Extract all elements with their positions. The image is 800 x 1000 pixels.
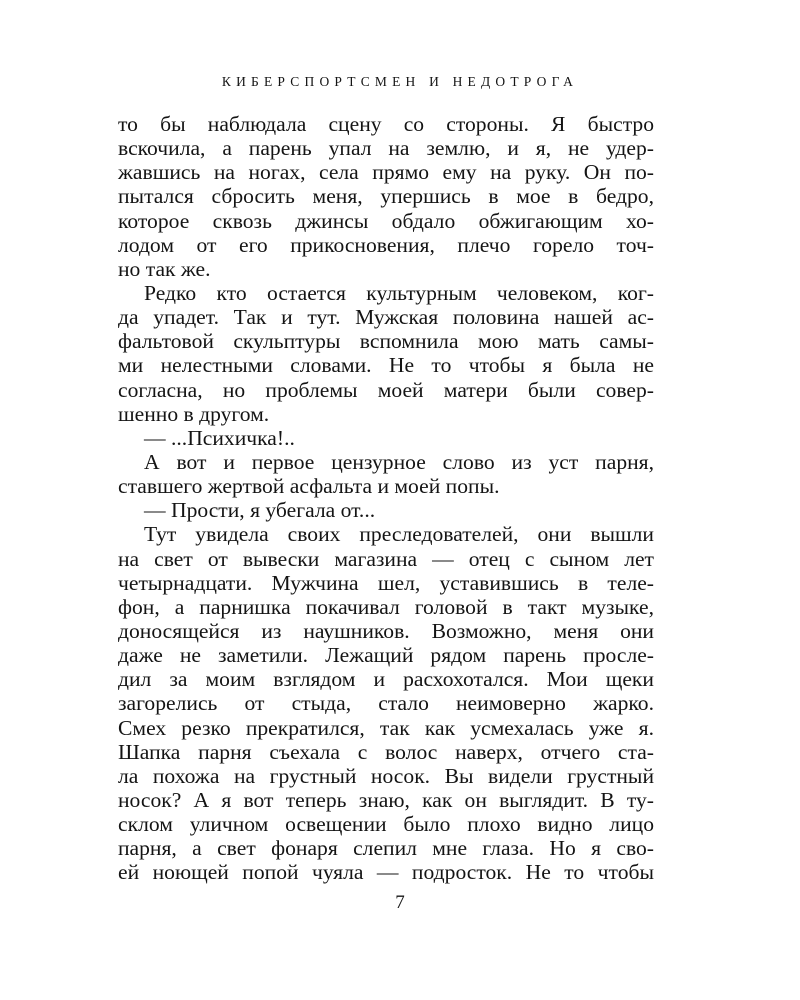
text-line: согласна, но проблемы моей матери были совер- — [118, 377, 654, 402]
text-line: Шапка парня съехала с волос наверх, отчего ста- — [118, 739, 654, 764]
text-line: носок? А я вот теперь знаю, как он выглядит. В ту- — [118, 787, 654, 812]
text-line: жавшись на ногах, села прямо ему на руку. Он по- — [118, 160, 654, 185]
text-line: ей ноющей попой чуяла — подросток. Не то чтобы — [118, 860, 654, 885]
text-line: фон, а парнишка покачивал головой в такт музыке, — [118, 594, 654, 619]
running-head: КИБЕРСПОРТСМЕН И НЕДОТРОГА — [221, 74, 579, 89]
text-line: — ...Психичка!.. — [144, 425, 295, 450]
text-line: которое сквозь джинсы обдало обжигающим хо- — [118, 208, 654, 233]
text-line: Редко кто остается культурным человеком, ког- — [144, 280, 654, 305]
text-line: фальтовой скульптуры вспомнила мою мать самы- — [118, 329, 654, 354]
text-line: четырнадцати. Мужчина шел, уставившись в теле- — [118, 570, 654, 595]
text-line: ставшего жертвой асфальта и моей попы. — [118, 474, 500, 499]
text-line: доносящейся из наушников. Возможно, меня они — [118, 618, 654, 643]
text-line: Тут увидела своих преследователей, они вышли — [144, 522, 654, 547]
text-line: лодом от его прикосновения, плечо горело точ- — [118, 232, 654, 257]
text-line: склом уличном освещении было плохо видно лицо — [118, 812, 654, 837]
text-line: ми нелестными словами. Не то чтобы я была не — [118, 353, 654, 378]
text-line: загорелись от стыда, стало неимоверно жарко. — [118, 691, 654, 716]
text-line: Смех резко прекратился, так как усмехалась уже я. — [118, 715, 654, 740]
text-line: но так же. — [118, 256, 211, 281]
body-text — [118, 112, 654, 885]
text-line: — Прости, я убегала от... — [144, 498, 376, 523]
text-line: на свет от вывески магазина — отец с сыном лет — [118, 546, 654, 571]
page-number: 7 — [395, 892, 405, 913]
text-line: парня, а свет фонаря слепил мне глаза. Но я сво- — [118, 836, 654, 861]
text-line: ла похожа на грустный носок. Вы видели грустный — [118, 763, 654, 788]
text-line: А вот и первое цензурное слово из уст парня, — [144, 449, 654, 474]
text-line: пытался сбросить меня, упершись в мое в бедро, — [118, 184, 654, 209]
text-line: вскочила, а парень упал на землю, и я, не удер- — [118, 136, 654, 161]
text-line: то бы наблюдала сцену со стороны. Я быстро — [118, 112, 654, 136]
text-line: дил за моим взглядом и расхохотался. Мои щеки — [118, 667, 654, 692]
text-line: даже не заметили. Лежащий рядом парень просле- — [118, 643, 654, 668]
text-line: шенно в другом. — [118, 401, 270, 426]
text-line: да упадет. Так и тут. Мужская половина нашей ас- — [118, 305, 654, 330]
